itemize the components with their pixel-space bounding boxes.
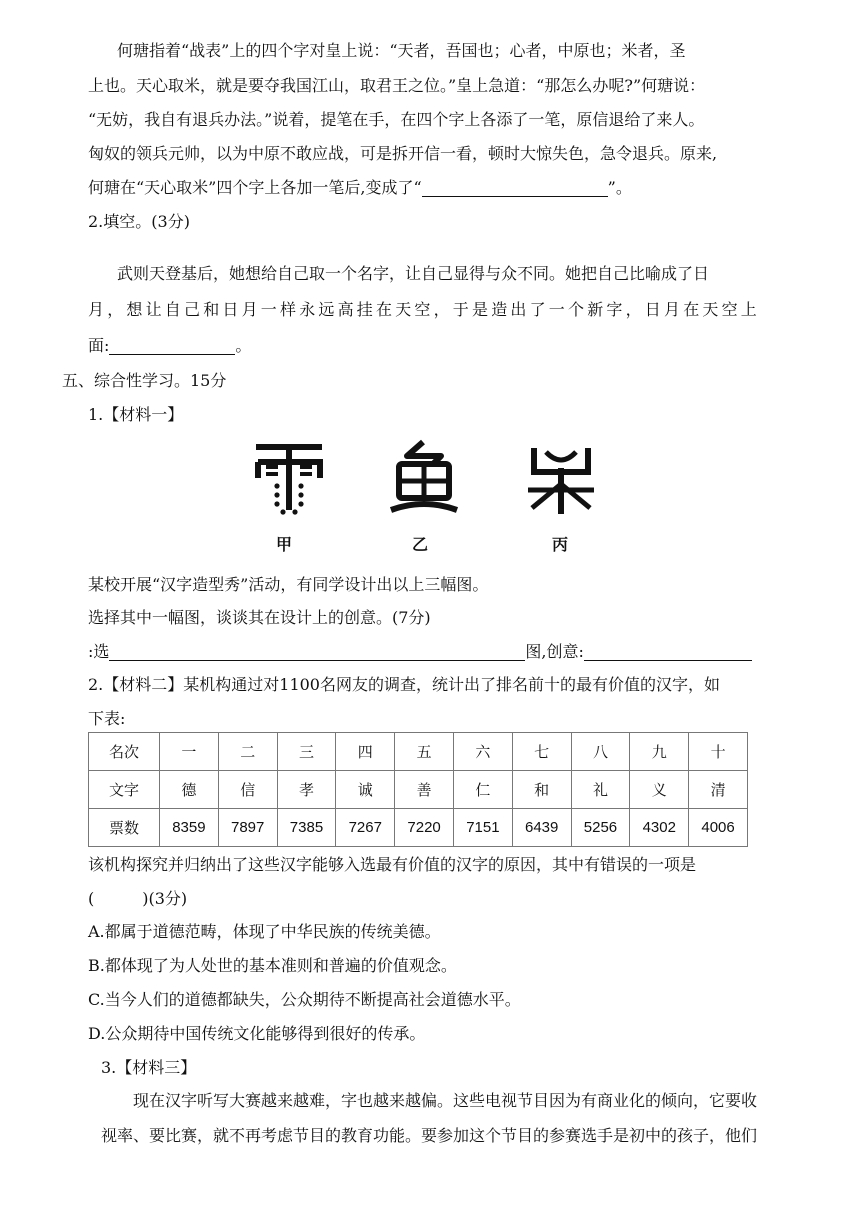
table-cell: 义 (630, 771, 689, 809)
option-a[interactable]: A.都属于道德范畴，体现了中华民族的传统美德。 (88, 922, 441, 941)
q2-line-3 (88, 333, 251, 359)
table-cell: 九 (630, 733, 689, 771)
material-3-line-1: 现在汉字听写大赛越来越难，字也越来越偏。这些电视节目因为有商业化的倾向，它要收 (133, 1091, 758, 1110)
material-1-text-1: 某校开展“汉字造型秀”活动，有同学设计出以上三幅图。 (88, 575, 489, 594)
table-cell: 4006 (689, 809, 748, 847)
table-cell: 7897 (218, 809, 277, 847)
table-cell: 七 (512, 733, 571, 771)
question-2-title: 2.填空。(3分) (88, 212, 190, 231)
glyph-label-yi: 乙 (411, 535, 428, 554)
material-2-question-2[interactable]: ( )(3分) (88, 889, 188, 908)
material-3-line-2: 视率、要比赛，就不再考虑节目的教育功能。要参加这个节目的参赛选手是初中的孩子，他们 (101, 1126, 758, 1145)
story-line-1: 何瑭指着“战表”上的四个字对皇上说：“天者，吾国也；心者，中原也；米者，圣 (117, 41, 686, 60)
q2-line-3-text: 面: (88, 336, 110, 355)
material-1-answer-line (88, 639, 752, 665)
table-cell: 7267 (336, 809, 395, 847)
table-row (89, 771, 748, 809)
table-cell: 7151 (453, 809, 512, 847)
table-cell: 4302 (630, 809, 689, 847)
story-line-3: “无妨，我自有退兵办法。”说着，提笔在手，在四个字上各添了一笔，原信退给了来人。 (88, 110, 705, 129)
material-2-line-2: 下表: (88, 709, 126, 728)
table-header-rank: 名次 (89, 733, 160, 771)
section-5-heading: 五、综合性学习。15分 (62, 371, 227, 390)
table-row (89, 809, 748, 847)
table-cell: 8359 (160, 809, 219, 847)
table-cell: 礼 (571, 771, 630, 809)
answer-blank-idea[interactable] (584, 642, 752, 661)
table-cell: 6439 (512, 809, 571, 847)
material-1-title: 1.【材料一】 (88, 405, 184, 424)
story-line-5 (88, 175, 632, 201)
story-line-5-end: ”。 (607, 178, 632, 197)
table-cell: 五 (395, 733, 454, 771)
table-cell: 一 (160, 733, 219, 771)
glyph-design-yi (385, 438, 463, 516)
glyph-design-bing (522, 438, 600, 516)
table-cell: 清 (689, 771, 748, 809)
table-cell: 信 (218, 771, 277, 809)
glyph-designs (240, 438, 600, 528)
table-cell: 二 (218, 733, 277, 771)
table-cell: 仁 (453, 771, 512, 809)
glyph-label-jia: 甲 (275, 535, 292, 554)
table-cell: 德 (160, 771, 219, 809)
table-header-char: 文字 (89, 771, 160, 809)
table-cell: 诚 (336, 771, 395, 809)
table-cell: 7385 (277, 809, 336, 847)
glyph-design-jia (250, 438, 328, 516)
table-row (89, 733, 748, 771)
answer-idea-label: 图,创意: (525, 642, 584, 661)
answer-choice-label: :选 (88, 642, 110, 661)
table-cell: 三 (277, 733, 336, 771)
table-cell: 7220 (395, 809, 454, 847)
story-line-5-text: 何瑭在“天心取米”四个字上各加一笔后,变成了“ (88, 178, 422, 197)
q2-line-1: 武则天登基后，她想给自己取一个名字，让自己显得与众不同。她把自己比喻成了日 (117, 264, 710, 283)
value-characters-table (88, 732, 748, 847)
option-c[interactable]: C.当今人们的道德都缺失，公众期待不断提高社会道德水平。 (88, 990, 521, 1009)
story-line-2: 上也。天心取米，就是要夺我国江山，取君王之位。”皇上急道：“那怎么办呢?”何瑭说： (88, 76, 706, 95)
table-cell: 善 (395, 771, 454, 809)
material-1-text-2: 选择其中一幅图，谈谈其在设计上的创意。(7分) (88, 608, 431, 627)
answer-blank-story[interactable] (422, 178, 608, 197)
table-cell: 六 (453, 733, 512, 771)
table-cell: 和 (512, 771, 571, 809)
table-cell: 八 (571, 733, 630, 771)
table-cell: 孝 (277, 771, 336, 809)
option-d[interactable]: D.公众期待中国传统文化能够得到很好的传承。 (88, 1024, 426, 1043)
q2-line-3-end: 。 (235, 336, 252, 355)
option-b[interactable]: B.都体现了为人处世的基本准则和普遍的价值观念。 (88, 956, 457, 975)
table-cell: 5256 (571, 809, 630, 847)
material-2-line-1: 2.【材料二】某机构通过对1100名网友的调查，统计出了排名前十的最有价值的汉字，如 (88, 675, 720, 694)
answer-blank-choice[interactable] (109, 642, 525, 661)
answer-blank-q2[interactable] (109, 336, 235, 355)
q2-line-2: 月，想让自己和日月一样永远高挂在天空，于是造出了一个新字，日月在天空上 (88, 300, 761, 319)
table-header-votes: 票数 (89, 809, 160, 847)
material-2-question-1: 该机构探究并归纳出了这些汉字能够入选最有价值的汉字的原因，其中有错误的一项是 (88, 855, 697, 874)
story-line-4: 匈奴的领兵元帅，以为中原不敢应战，可是拆开信一看，顿时大惊失色，急令退兵。原来, (88, 144, 718, 163)
table-cell: 十 (689, 733, 748, 771)
table-cell: 四 (336, 733, 395, 771)
glyph-label-bing: 丙 (551, 535, 568, 554)
material-3-title: 3.【材料三】 (101, 1058, 197, 1077)
